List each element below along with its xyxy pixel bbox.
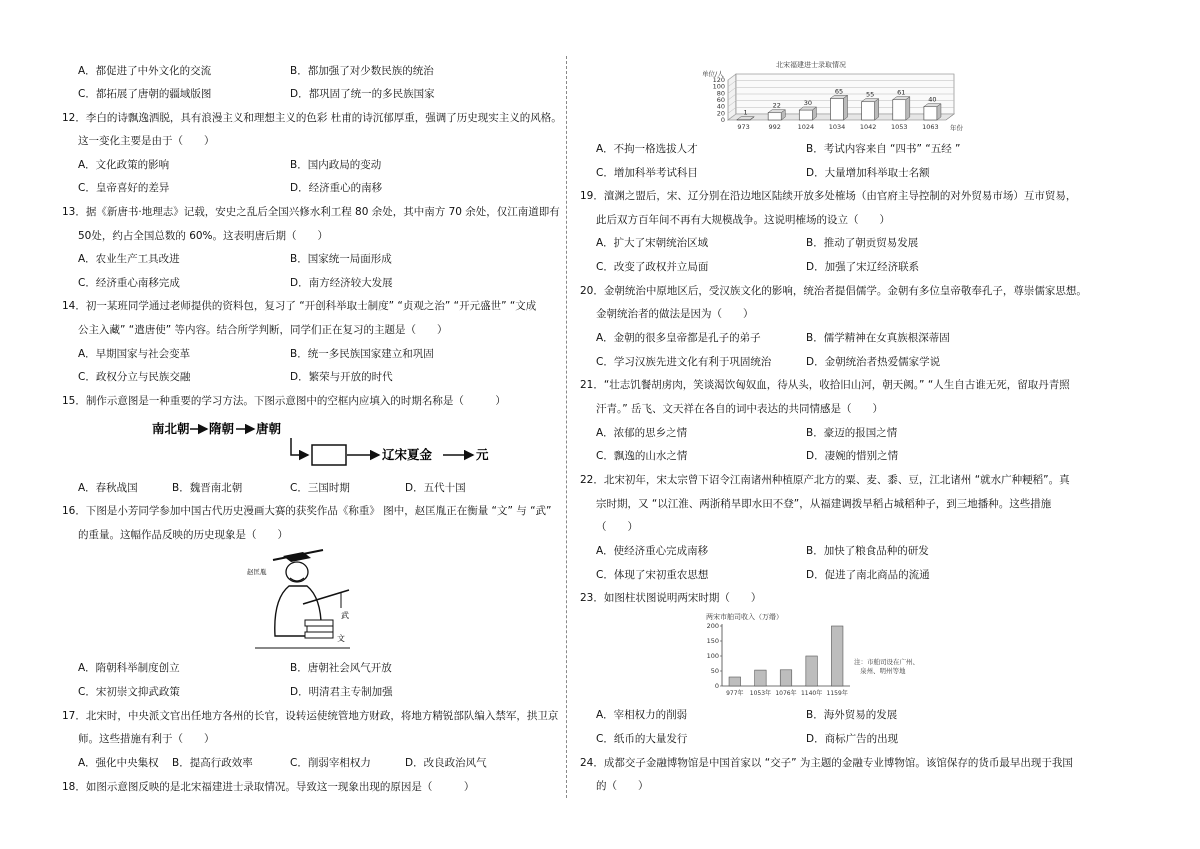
flow-arrow-3 (291, 438, 308, 455)
q21-option-a[interactable]: A．浓郁的思乡之情 (596, 427, 688, 439)
q17-option-c[interactable]: C．削弱宰相权力 (290, 757, 371, 769)
chart18-bar-side (844, 95, 848, 120)
q15-option-c[interactable]: C．三国时期 (290, 482, 350, 494)
q11-option-b[interactable]: B．都加强了对少数民族的统治 (290, 65, 434, 77)
q16-stem-line2: 的重量。这幅作品反映的历史现象是（ ） (78, 529, 288, 541)
chart18-y-tick-label: 0 (720, 116, 725, 124)
q13-option-a[interactable]: A．农业生产工具改进 (78, 253, 180, 265)
chart18-data-label: 1 (743, 108, 748, 117)
q18-option-a[interactable]: A．不拘一格选拔人才 (596, 143, 698, 155)
q23-stem: 23．如图柱状图说明两宋时期（ ） (580, 592, 762, 604)
q15-stem: 15．制作示意图是一种重要的学习方法。下图示意图中的空框内应填入的时期名称是（ ） (62, 395, 506, 407)
book-2 (307, 626, 333, 632)
q20-option-a[interactable]: A．金朝的很多皇帝都是孔子的弟子 (596, 332, 761, 344)
q17-stem-line2: 师。这些措施有利于（ ） (78, 733, 215, 745)
chart18-y-tick-label: 60 (716, 96, 725, 104)
book-1 (305, 620, 333, 626)
q15-option-b[interactable]: B．魏晋南北朝 (172, 482, 243, 494)
q23-bar-chart (704, 610, 944, 702)
q12-option-b[interactable]: B．国内政局的变动 (290, 159, 382, 171)
q12-option-c[interactable]: C．皇帝喜好的差异 (78, 182, 170, 194)
chart18-bar (924, 107, 937, 120)
chart18-y-tick-label: 20 (716, 109, 725, 118)
chart18-title: 北宋福建进士录取情况 (776, 61, 846, 69)
q18-option-d[interactable]: D．大量增加科举取士名额 (806, 167, 930, 179)
chart18-y-tick-label: 40 (716, 102, 725, 111)
q16-option-d[interactable]: D．明清君主专制加强 (290, 686, 393, 698)
q19-option-d[interactable]: D．加强了宋辽经济联系 (806, 261, 920, 273)
q12-stem-line1: 12．李白的诗飘逸洒脱，具有浪漫主义和理想主义的色彩 杜甫的诗沉郁厚重，强调了历史现实主义的风格。 (62, 112, 562, 124)
cartoon-label-name: 赵匡胤 (247, 568, 267, 576)
q22-stem-line3: （ ） (596, 521, 638, 533)
q13-option-d[interactable]: D．南方经济较大发展 (290, 277, 393, 289)
q18-option-b[interactable]: B．考试内容来自 “四书” “五经 ” (806, 143, 961, 155)
chart18-x-tick-label: 1053 (891, 123, 908, 131)
chart18-bar (768, 113, 781, 120)
book-3 (305, 632, 333, 638)
chart23-y-tick-label: 0 (714, 682, 719, 690)
chart18-bar (862, 102, 875, 120)
chart18-xlabel: 年份 (950, 124, 963, 132)
chart23-bar (806, 656, 818, 686)
q17-stem-line1: 17．北宋时，中央派文官出任地方各州的长官，设转运使统管地方财政，将地方精锐部队编入禁军，拱卫京 (62, 710, 559, 722)
q11-option-d[interactable]: D．都巩固了统一的多民族国家 (290, 88, 435, 100)
chart18-bar (799, 110, 812, 120)
chart23-x-tick-label: 977年 (726, 690, 744, 697)
q19-stem-line1: 19．澶渊之盟后，宋、辽分别在沿边地区陆续开放多处榷场（由官府主导控制的对外贸易市场）互市贸易， (580, 190, 1077, 202)
q20-option-d[interactable]: D．金朝统治者热爱儒家学说 (806, 356, 941, 368)
chart18-x-tick-label: 992 (768, 123, 781, 131)
q14-option-a[interactable]: A．早期国家与社会变革 (78, 348, 191, 360)
flow-node-nanbeichao: 南北朝 (152, 421, 190, 436)
flow-node-suichao: 隋朝 (209, 421, 235, 436)
q13-option-b[interactable]: B．国家统一局面形成 (290, 253, 392, 265)
q12-stem-line2: 这一变化主要是由于（ ） (78, 135, 215, 147)
q15-flow-diagram (150, 416, 510, 468)
q13-stem-line1: 13．据《新唐书·地理志》记载，安史之乱后全国兴修水利工程 80 余处，其中南方 70 余处，仅江南道即有 (62, 206, 560, 218)
q13-option-c[interactable]: C．经济重心南移完成 (78, 277, 180, 289)
q14-option-c[interactable]: C．政权分立与民族交融 (78, 371, 191, 383)
chart23-bar (831, 626, 843, 686)
chart18-x-tick-label: 1042 (859, 123, 877, 131)
chart23-bar (755, 670, 767, 686)
q21-option-d[interactable]: D．凄婉的惜别之情 (806, 450, 899, 462)
chart18-y-tick-label: 80 (716, 89, 725, 98)
q12-option-d[interactable]: D．经济重心的南移 (290, 182, 383, 194)
column-divider (566, 56, 567, 798)
chart18-data-label: 65 (834, 87, 844, 96)
chart18-data-label: 40 (928, 95, 937, 104)
q23-option-d[interactable]: D．商标广告的出现 (806, 733, 899, 745)
chart23-bar (780, 670, 792, 686)
q13-stem-line2: 50处，约占全国总数的 60%。这表明唐后期（ ） (78, 230, 329, 242)
chart23-bar (729, 677, 741, 686)
q24-stem-line1: 24．成都交子金融博物馆是中国首家以 “交子” 为主题的金融专业博物馆。该馆保存的货币最早出现于我国 (580, 757, 1073, 769)
q12-option-a[interactable]: A．文化政策的影响 (78, 159, 170, 171)
q20-option-b[interactable]: B．儒学精神在女真族根深蒂固 (806, 332, 950, 344)
chart23-x-tick-label: 1159年 (826, 690, 848, 697)
chart23-y-tick-label: 50 (710, 667, 719, 675)
q20-stem-line1: 20．金朝统治中原地区后，受汉族文化的影响，统治者提倡儒学。金朝有多位皇帝敬奉孔子，尊崇儒家思想。 (580, 285, 1087, 297)
q17-option-a[interactable]: A．强化中央集权 (78, 757, 159, 769)
chart23-x-tick-label: 1053年 (749, 690, 772, 697)
q14-stem-line1: 14．初一某班同学通过老师提供的资料包，复习了 “开创科举取士制度” “贞观之治” “开元盛世” “文成 (62, 300, 537, 312)
q21-stem-line1: 21．“壮志饥餐胡虏肉，笑谈渴饮匈奴血，待从头，收拾旧山河，朝天阙。” “人生自古谁无死，留取丹青照 (580, 379, 1070, 391)
q11-option-c[interactable]: C．都拓展了唐朝的疆域版图 (78, 88, 212, 100)
q15-option-d[interactable]: D．五代十国 (405, 482, 466, 494)
chart18-x-tick-label: 1063 (922, 123, 939, 131)
q19-stem-line2: 此后双方百年间不再有大规模战争。这说明榷场的设立（ ） (596, 214, 890, 226)
chart23-note-line1: 注：市舶司设在广州、 (854, 658, 919, 666)
q16-stem-line1: 16．下图是小芳同学参加中国古代历史漫画大赛的获奖作品《称重》 图中，赵匡胤正在衡量 “文” 与 “武” (62, 505, 552, 517)
chart18-bar-side (906, 97, 910, 120)
q16-option-a[interactable]: A．隋朝科举制度创立 (78, 662, 180, 674)
chart18-x-tick-label: 973 (737, 123, 750, 131)
cartoon-label-wen: 文 (337, 634, 345, 643)
q21-option-c[interactable]: C．飘逸的山水之情 (596, 450, 688, 462)
q19-option-b[interactable]: B．推动了朝贡贸易发展 (806, 237, 919, 249)
flow-node-yuan: 元 (476, 447, 489, 462)
chart18-bar-side (937, 104, 941, 120)
q17-option-b[interactable]: B．提高行政效率 (172, 757, 253, 769)
q22-stem-line2: 宗时期，又 “以江淮、两浙稍旱即水田不登”，从福建调拨旱稻占城稻种子，到三地播种。这些措施 (596, 498, 1052, 510)
q18-stem: 18．如图示意图反映的是北宋福建进士录取情况。导致这一现象出现的原因是（ ） (62, 781, 475, 793)
chart23-x-tick-label: 1076年 (775, 690, 797, 697)
q22-option-b[interactable]: B．加快了粮食品种的研发 (806, 545, 929, 557)
q22-option-c[interactable]: C．体现了宋初重农思想 (596, 569, 709, 581)
chart18-x-tick-label: 1024 (797, 123, 815, 131)
chart18-bar (830, 98, 843, 120)
q22-stem-line1: 22．北宋初年，宋太宗曾下诏令江南诸州种植原产北方的粟、麦、黍、豆，江北诸州 “就水广种粳稻”。真 (580, 474, 1070, 486)
flow-node-tangchao: 唐朝 (256, 421, 282, 436)
chart18-plot (713, 74, 954, 131)
q11-option-a[interactable]: A．都促进了中外文化的交流 (78, 65, 212, 77)
q21-stem-line2: 汗青。” 岳飞、文天祥在各自的词中表达的共同情感是（ ） (596, 403, 884, 415)
chart18-bar (893, 100, 906, 120)
q16-cartoon (245, 544, 360, 652)
q16-option-b[interactable]: B．唐朝社会风气开放 (290, 662, 392, 674)
chart18-data-label: 22 (772, 101, 781, 110)
flow-node-liaosongxiajin: 辽宋夏金 (382, 447, 433, 462)
chart18-data-label: 30 (803, 99, 812, 107)
q23-option-b[interactable]: B．海外贸易的发展 (806, 709, 898, 721)
q14-option-d[interactable]: D．繁荣与开放的时代 (290, 371, 393, 383)
chart18-y-tick-label: 120 (712, 76, 725, 84)
chart23-y-tick-label: 100 (706, 652, 719, 660)
q17-option-d[interactable]: D．改良政治风气 (405, 757, 487, 769)
q22-option-a[interactable]: A．使经济重心完成南移 (596, 545, 709, 557)
q21-option-b[interactable]: B．豪迈的报国之情 (806, 427, 898, 439)
chart23-title: 两宋市舶司收入（万缗） (706, 613, 783, 621)
q18-bar-chart (700, 58, 970, 134)
chart18-unit: 单位/人 (702, 70, 724, 78)
q20-stem-line2: 金朝统治者的做法是因为（ ） (596, 308, 754, 320)
q16-option-c[interactable]: C．宋初崇文抑武政策 (78, 686, 180, 698)
q24-stem-line2: 的（ ） (596, 780, 649, 792)
chart18-x-tick-label: 1034 (828, 123, 846, 131)
q22-option-d[interactable]: D．促进了南北商品的流通 (806, 569, 930, 581)
chart18-data-label: 61 (897, 88, 906, 97)
q14-stem-line2: 公主入藏” “遣唐使” 等内容。结合所学判断，同学们正在复习的主题是（ ） (78, 324, 448, 336)
cartoon-label-wu: 武 (341, 611, 349, 620)
q20-option-c[interactable]: C．学习汉族先进文化有利于巩固统治 (596, 356, 772, 368)
q19-option-a[interactable]: A．扩大了宋朝统治区域 (596, 237, 709, 249)
chart23-y-tick-label: 200 (706, 622, 719, 630)
chart18-data-label: 55 (866, 90, 875, 99)
chart18-bar-side (875, 99, 879, 120)
chart23-y-tick-label: 150 (706, 637, 719, 645)
q15-option-a[interactable]: A．春秋战国 (78, 482, 138, 494)
face-shape (286, 562, 308, 582)
chart18-y-tick-label: 100 (712, 82, 725, 91)
chart23-x-tick-label: 1140年 (800, 690, 823, 697)
q18-option-c[interactable]: C．增加科举考试科目 (596, 167, 698, 179)
chart23-plot (707, 622, 850, 697)
q19-option-c[interactable]: C．改变了政权并立局面 (596, 261, 709, 273)
q23-option-c[interactable]: C．纸币的大量发行 (596, 733, 688, 745)
flow-blank-box[interactable] (312, 445, 346, 465)
q14-option-b[interactable]: B．统一多民族国家建立和巩固 (290, 348, 434, 360)
q23-option-a[interactable]: A．宰相权力的削弱 (596, 709, 688, 721)
chart23-note-line2: 泉州、明州等地 (860, 667, 906, 675)
